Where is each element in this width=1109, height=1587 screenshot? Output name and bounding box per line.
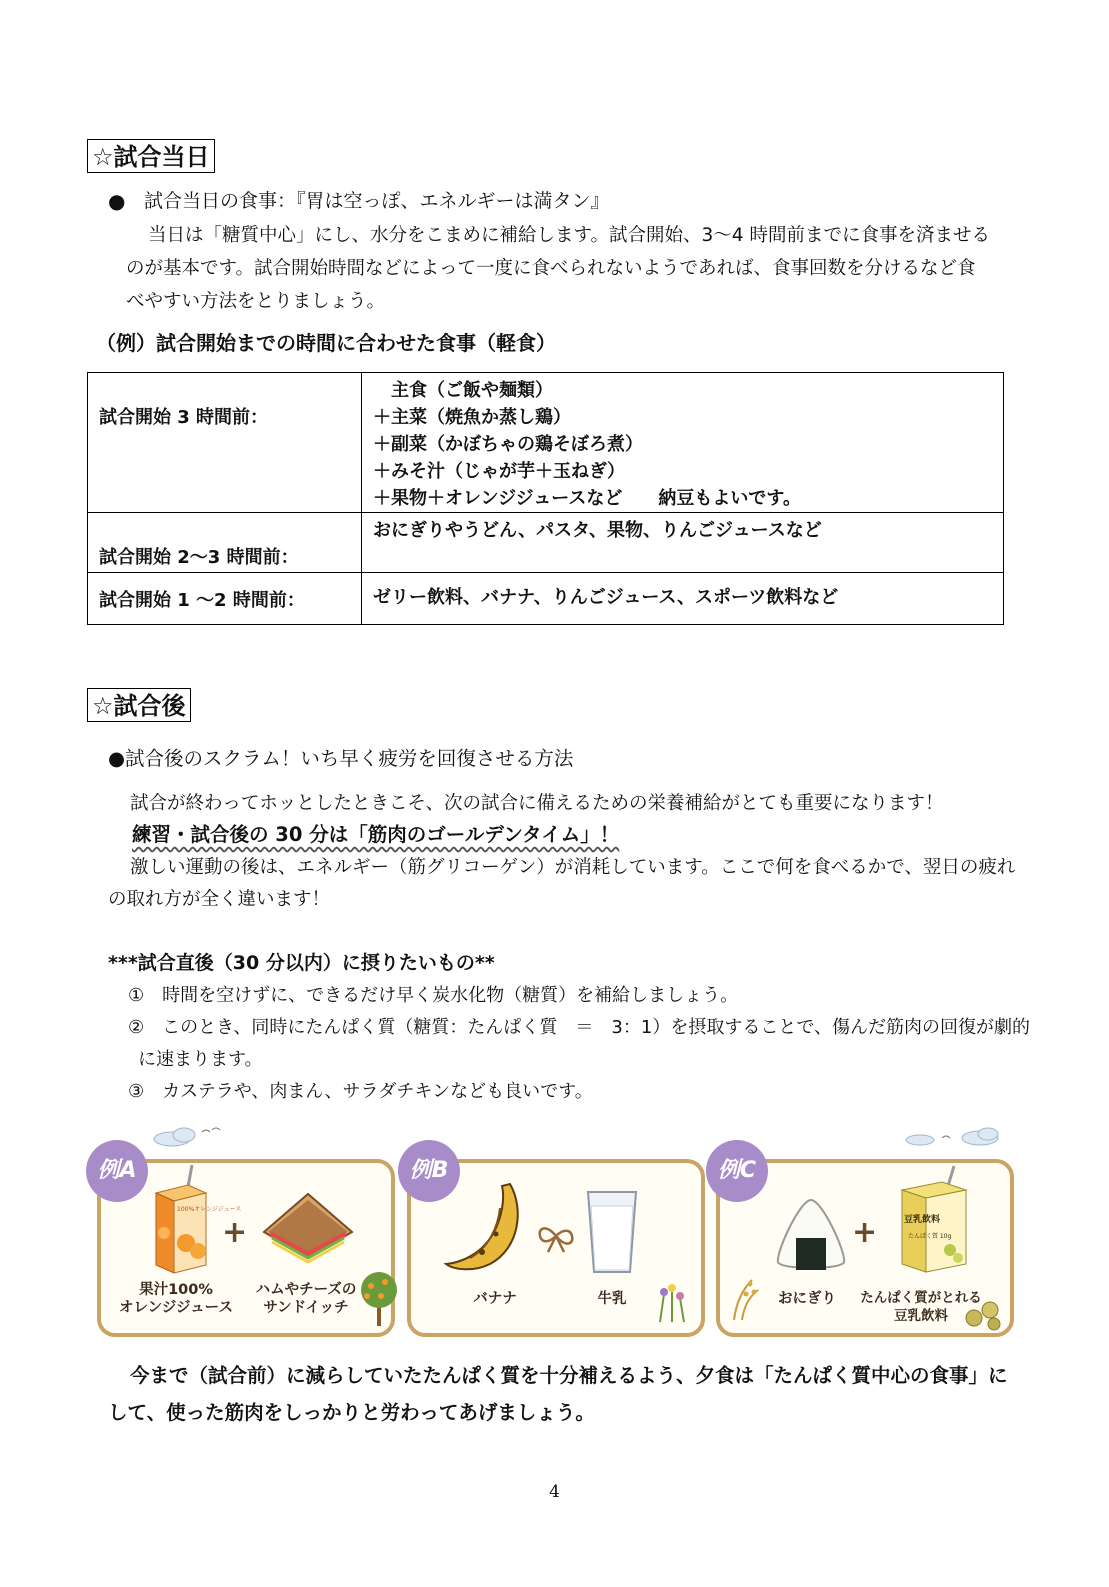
table-label: 試合開始 1 ～2 時間前：: [88, 573, 362, 625]
paragraph-line: 試合が終わってホッとしたときこそ、次の試合に備えるための栄養補給がとても重要になります！: [130, 793, 944, 814]
section-heading-match-day: ☆試合当日: [87, 139, 215, 173]
onigiri-icon: [772, 1196, 850, 1274]
caption-left: おにぎり: [778, 1291, 836, 1307]
paragraph-line: 激しい運動の後は、エネルギー（筋グリコーゲン）が消耗しています。ここで何を食べるかで、翌日の疲れ: [130, 857, 1016, 878]
plus-connector: +: [852, 1215, 878, 1250]
ribbon-connector-icon: [536, 1222, 576, 1254]
example-title: （例）試合開始までの時間に合わせた食事（軽食）: [96, 331, 556, 355]
pack-label: 豆乳飲料: [904, 1215, 941, 1225]
table-line: 主食（ご飯や麺類）: [373, 380, 553, 401]
caption-line: ハムやチーズの: [255, 1282, 357, 1298]
rice-plant-icon: [722, 1274, 762, 1320]
table-line: ＋主菜（焼魚か蒸し鶏）: [373, 407, 571, 428]
banana-icon: [440, 1178, 530, 1278]
table-value: [362, 373, 1004, 513]
section-heading-after-match: ☆試合後: [87, 688, 191, 722]
table-line: ＋果物＋オレンジジュースなど 納豆もよいです。: [373, 488, 801, 509]
caption-left: [112, 1281, 240, 1317]
example-badge: 例C: [706, 1140, 768, 1202]
cloud-icon: [900, 1124, 1005, 1148]
caption-right: [250, 1281, 362, 1317]
table-label: 試合開始 3 時間前：: [88, 373, 362, 513]
cloud-icon: [150, 1124, 230, 1148]
sandwich-icon: [258, 1188, 358, 1268]
plus-connector: +: [222, 1215, 248, 1250]
orange-juice-icon: [148, 1163, 242, 1278]
golden-time-highlight: 練習・試合後の 30 分は「筋肉のゴールデンタイム」！: [132, 823, 620, 846]
flowers-icon: [650, 1280, 695, 1322]
paragraph-line: の取れ方が全く違います！: [108, 889, 331, 910]
closing-line: 今まで（試合前）に減らしていたたんぱく質を十分補えるよう、夕食は「たんぱく質中心の食事」に: [130, 1364, 1008, 1387]
list-item: ② このとき、同時にたんぱく質（糖質：たんぱく質 ＝ 3：1）を摂取することで、傷んだ筋肉の回復が劇的: [128, 1017, 1030, 1038]
example-badge: 例A: [86, 1140, 148, 1202]
caption-right: 牛乳: [597, 1291, 627, 1307]
table-row: [88, 573, 1004, 625]
table-line: ＋副菜（かぼちゃの鶏そぼろ煮）: [373, 434, 643, 455]
bullet: ●: [108, 189, 126, 213]
milk-glass-icon: [584, 1188, 640, 1278]
caption-line: 豆乳飲料: [894, 1308, 948, 1324]
caption-left: バナナ: [473, 1291, 517, 1307]
paragraph-line: べやすい方法をとりましょう。: [126, 291, 386, 312]
paragraph-line: 当日は「糖質中心」にし、水分をこまめに補給します。試合開始、3～4 時間前までに食事を済ませる: [148, 225, 990, 246]
caption-line: サンドイッチ: [263, 1300, 349, 1316]
juice-label: 100%オレンジジュース: [177, 1206, 242, 1213]
caption-line: たんぱく質がとれる: [860, 1290, 982, 1306]
example-badge: 例B: [398, 1140, 460, 1202]
list-title: ***試合直後（30 分以内）に摂りたいもの**: [108, 952, 495, 974]
table-row: [88, 513, 1004, 573]
table-value: ゼリー飲料、バナナ、りんごジュース、スポーツ飲料など: [362, 573, 1004, 625]
table-row: [88, 373, 1004, 513]
caption-line: オレンジジュース: [119, 1300, 233, 1316]
table-label: 試合開始 2～3 時間前：: [88, 513, 362, 573]
soybeans-icon: [962, 1296, 1006, 1332]
list-item: ③ カステラや、肉まん、サラダチキンなども良いです。: [128, 1081, 593, 1102]
page-number: 4: [549, 1482, 560, 1502]
subtitle-match-day-meal: 試合当日の食事：『胃は空っぽ、エネルギーは満タン』: [144, 190, 610, 212]
pack-sub-label: たんぱく質 10g: [908, 1233, 952, 1240]
caption-line: 果汁100%: [139, 1282, 213, 1298]
meal-timing-table: [87, 372, 1004, 625]
paragraph-line: のが基本です。試合開始時間などによって一度に食べられないようであれば、食事回数を分けるなど食: [126, 258, 976, 279]
list-item: ① 時間を空けずに、できるだけ早く炭水化物（糖質）を補給しましょう。: [128, 985, 739, 1006]
soy-milk-pack-icon: [896, 1164, 974, 1276]
subtitle-recovery: ●試合後のスクラム！いち早く疲労を回復させる方法: [108, 747, 574, 770]
orange-tree-icon: [355, 1268, 403, 1328]
table-value: おにぎりやうどん、パスタ、果物、りんごジュースなど: [362, 513, 1004, 573]
closing-line: して、使った筋肉をしっかりと労わってあげましょう。: [108, 1401, 595, 1424]
table-line: ＋みそ汁（じゃが芋＋玉ねぎ）: [373, 461, 625, 482]
list-item: に速まります。: [138, 1049, 263, 1070]
